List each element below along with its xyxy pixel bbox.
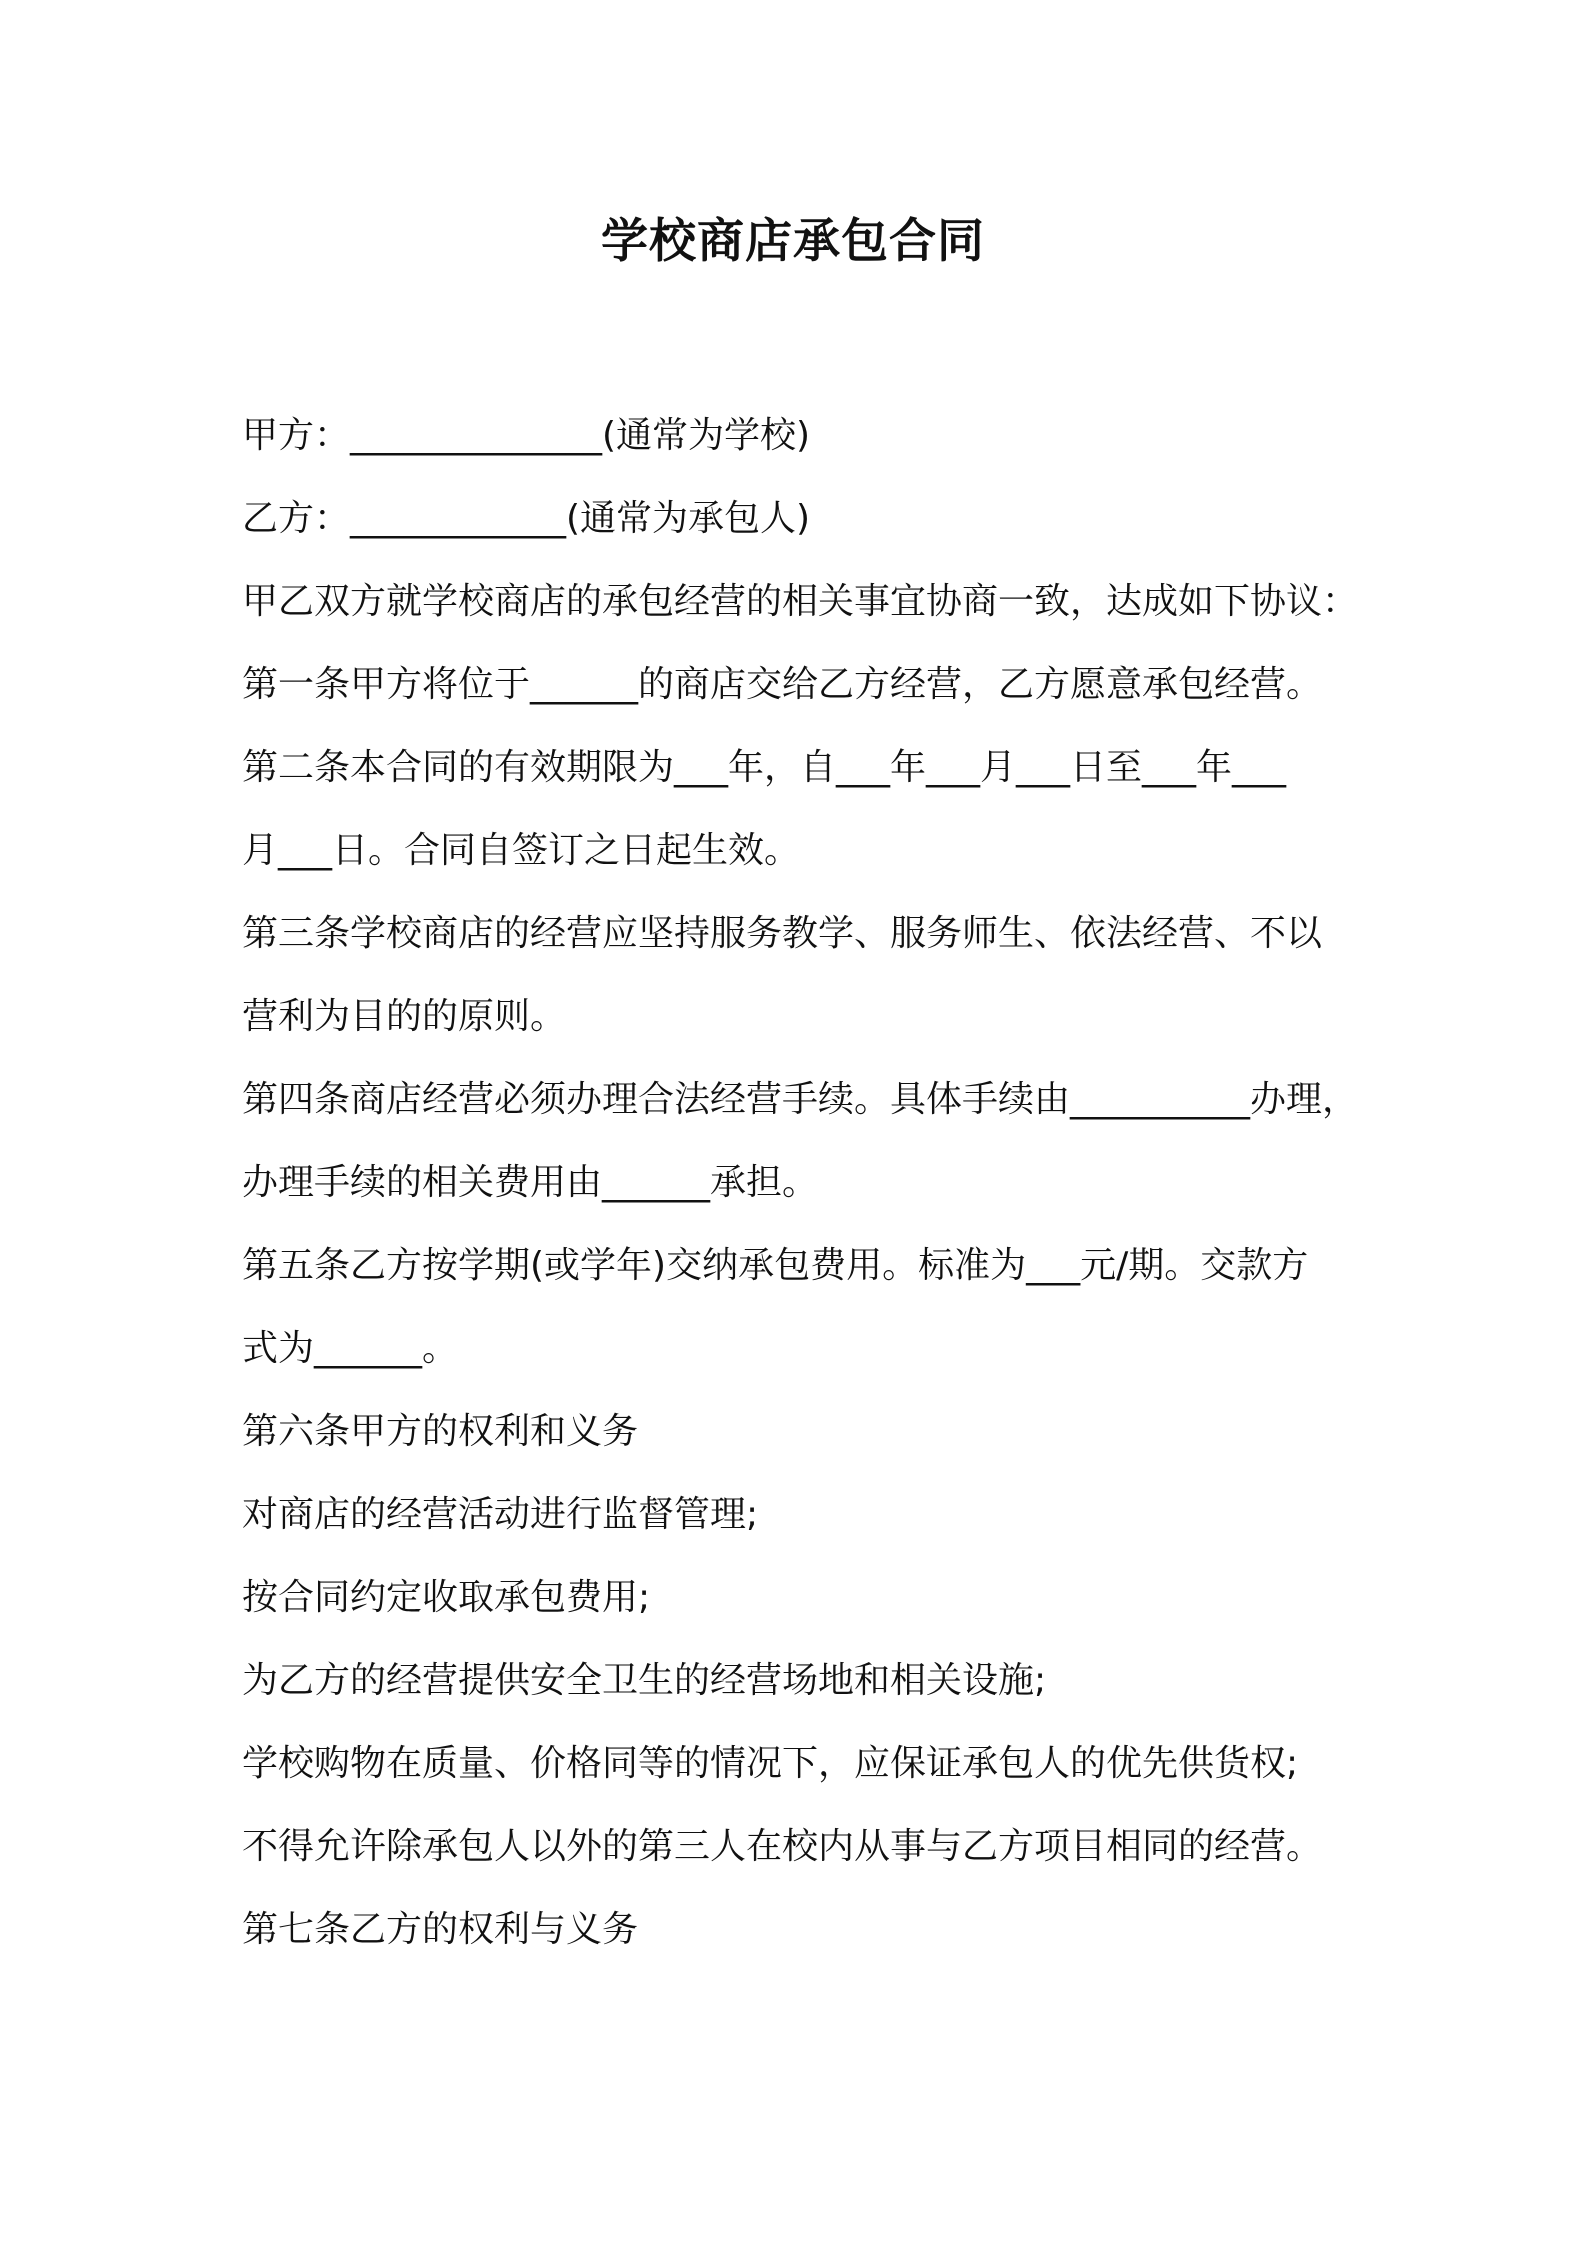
- article-5-line-2: 式为______。: [242, 1328, 459, 1369]
- article-3-line-2: 营利为目的的原则。: [242, 996, 567, 1037]
- article-4-line-2: 办理手续的相关费用由______承担。: [242, 1162, 819, 1203]
- article-6-item: 学校购物在质量、价格同等的情况下，应保证承包人的优先供货权;: [242, 1743, 1299, 1784]
- document-title: 学校商店承包合同: [601, 214, 985, 269]
- article-6-item: 按合同约定收取承包费用;: [242, 1577, 651, 1618]
- article-7-heading: 第七条乙方的权利与义务: [242, 1909, 639, 1950]
- article-1: 第一条甲方将位于______的商店交给乙方经营，乙方愿意承包经营。: [242, 664, 1323, 705]
- article-6-item: 为乙方的经营提供安全卫生的经营场地和相关设施;: [242, 1660, 1047, 1701]
- article-6-item: 对商店的经营活动进行监督管理;: [242, 1494, 759, 1535]
- article-5-line-1: 第五条乙方按学期(或学年)交纳承包费用。标准为___元/期。交款方: [242, 1245, 1309, 1286]
- party-a-line: 甲方：______________(通常为学校): [242, 415, 811, 456]
- article-4-line-1: 第四条商店经营必须办理合法经营手续。具体手续由__________办理，: [242, 1079, 1359, 1120]
- article-6-item: 不得允许除承包人以外的第三人在校内从事与乙方项目相同的经营。: [242, 1826, 1323, 1867]
- document-body: [242, 406, 1392, 1983]
- party-b-line: 乙方：____________(通常为承包人): [242, 498, 811, 539]
- agreement-intro: 甲乙双方就学校商店的承包经营的相关事宜协商一致，达成如下协议：: [242, 581, 1359, 622]
- article-6-heading: 第六条甲方的权利和义务: [242, 1411, 639, 1452]
- article-2-line-2: 月___日。合同自签订之日起生效。: [242, 830, 801, 871]
- article-3-line-1: 第三条学校商店的经营应坚持服务教学、服务师生、依法经营、不以: [242, 913, 1323, 954]
- article-2-line-1: 第二条本合同的有效期限为___年，自___年___月___日至___年___: [242, 747, 1287, 788]
